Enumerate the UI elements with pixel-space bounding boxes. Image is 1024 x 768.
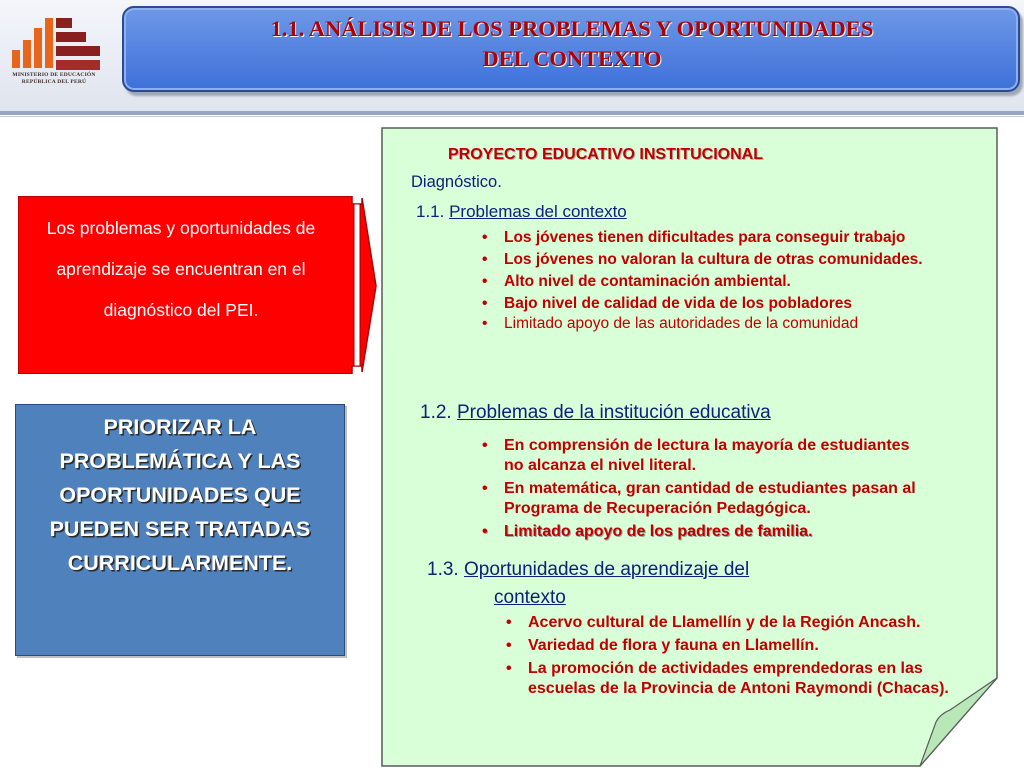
red-callout-text: Los problemas y oportunidades de aprendizaje se encuentran en el diagnóstico del PEI. [46,218,316,320]
slide-title-line1: 1.1. ANÁLISIS DE LOS PROBLEMAS Y OPORTUNIDADES [270,16,874,41]
section-1-3-list [506,613,962,699]
section-1-2-heading [420,402,771,424]
list-item: • Acervo cultural de Llamellín y de la Región Ancash. [506,614,921,631]
logo-caption-line2: REPÚBLICA DEL PERÚ [21,79,87,85]
list-item: • En comprensión de lectura la mayoría de estudiantes no alcanza el nivel literal. [482,437,910,474]
list-item: • Los jóvenes no valoran la cultura de otras comunidades. [482,251,923,268]
priority-text: PRIORIZAR LA PROBLEMÁTICA Y LAS OPORTUNIDADES QUE PUEDEN SER TRATADAS CURRICULARMENTE. [49,415,311,575]
list-item: • Bajo nivel de calidad de vida de los pobladores [482,295,852,312]
pei-title: PROYECTO EDUCATIVO INSTITUCIONAL [448,146,763,163]
header-divider-thin [0,116,1024,117]
section-1-1-number: 1.1. [416,202,445,221]
section-1-2-list [482,436,932,542]
list-item: • La promoción de actividades emprendedoras en las escuelas de la Provincia de Antoni Raymondi (Chacas). [506,660,949,697]
list-item: • Alto nivel de contaminación ambiental. [482,273,791,290]
section-1-1-list [482,229,960,332]
logo-caption [6,72,102,86]
slide-title-line2: DEL CONTEXTO [482,46,662,71]
section-1-2-title: Problemas de la institución educativa [456,402,771,423]
list-item: • En matemática, gran cantidad de estudiantes pasan al Programa de Recuperación Pedagógica. [482,480,916,517]
section-1-1-title: Problemas del contexto [449,202,627,221]
list-item: • Limitado apoyo de las autoridades de la comunidad [482,315,859,332]
section-1-1-heading [416,202,627,222]
logo-caption-line1: MINISTERIO DE EDUCACIÓN [12,72,96,78]
section-1-3-title-b: contexto [494,587,566,608]
section-1-3-title-a: Oportunidades de aprendizaje del [463,559,750,580]
section-1-3-heading [427,556,749,612]
list-item: • Los jóvenes tienen dificultades para conseguir trabajo [482,229,906,246]
header-divider [0,111,1024,115]
list-item: • Limitado apoyo de los padres de familia. [482,523,813,540]
ministry-logo [6,14,106,104]
section-1-2-number: 1.2. [420,402,452,423]
slide-title [122,14,1022,74]
list-item: • Variedad de flora y fauna en Llamellín. [506,637,819,654]
section-1-3-number: 1.3. [427,559,459,580]
diagnostico-label: Diagnóstico. [411,173,502,191]
